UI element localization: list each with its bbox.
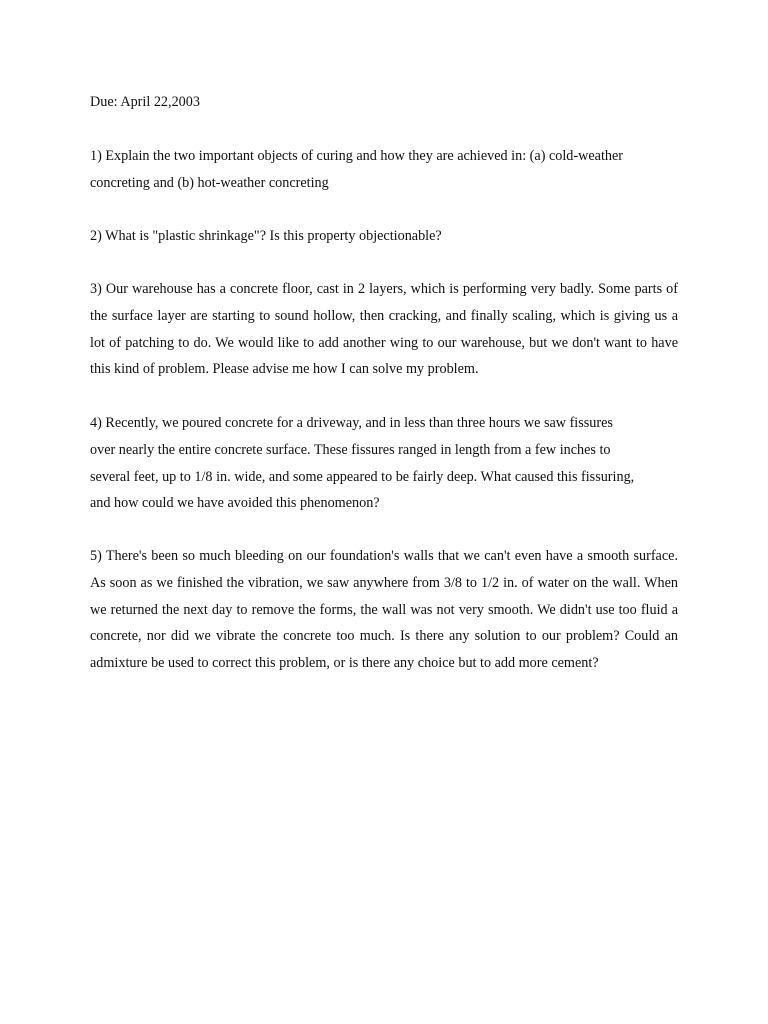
question-4-line: over nearly the entire concrete surface. These fissures ranged in length from a few inches to: [90, 441, 611, 458]
question-1: 1) Explain the two important objects of curing and how they are achieved in: (a) cold-weather concreting and (b) hot-weather concreting: [90, 148, 624, 191]
question-4: [90, 410, 678, 517]
question-3: 3) Our warehouse has a concrete floor, cast in 2 layers, which is performing very badly. Some parts of the surface layer are starting to sound hollow, then cracking, and finally scaling, which is giving us a lot of patching to do. We would like to add another wing to our warehouse, but we don't want to have this kind of problem. Please advise me how I can solve my problem.: [90, 281, 678, 378]
question-4-line: 4) Recently, we poured concrete for a driveway, and in less than three hours we saw fissures: [90, 415, 613, 431]
question-2: 2) What is "plastic shrinkage"? Is this property objectionable?: [90, 228, 442, 244]
question-4-line: several feet, up to 1/8 in. wide, and some appeared to be fairly deep. What caused this fissuring,: [90, 468, 635, 485]
due-date: Due: April 22,2003: [90, 94, 200, 110]
question-4-line: and how could we have avoided this phenomenon?: [90, 495, 380, 512]
question-5: 5) There's been so much bleeding on our foundation's walls that we can't even have a smooth surface. As soon as we finished the vibration, we saw anywhere from 3/8 to 1/2 in. of water on the wall. When we returned the next day to remove the forms, the wall was not very smooth. We didn't use too fluid a concrete, nor did we vibrate the concrete too much. Is there any solution to our problem? Could an admixture be used to correct this problem, or is there any choice but to add more cement?: [90, 548, 678, 672]
